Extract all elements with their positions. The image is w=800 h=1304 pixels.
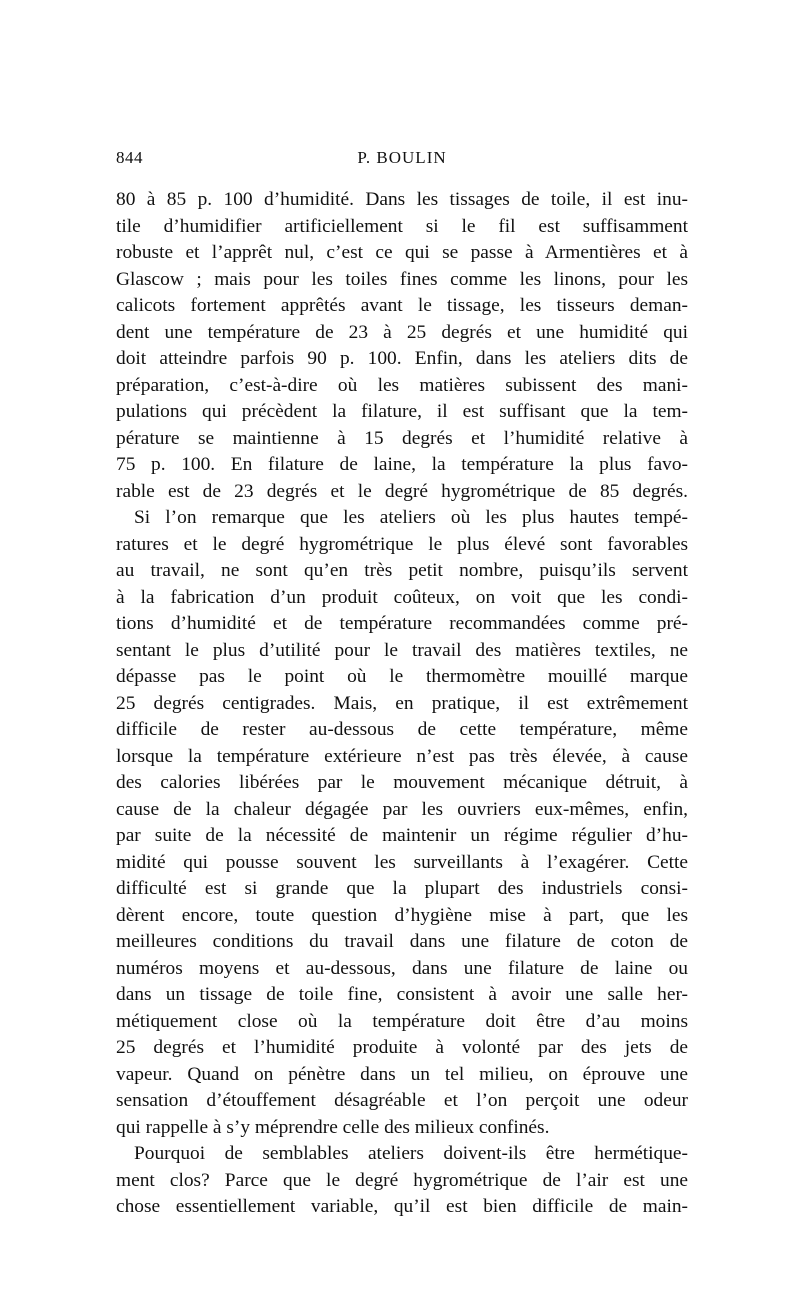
text-line: dèrent encore, toute question d’hygiène mise à part, que les bbox=[116, 904, 688, 926]
text-line: midité qui pousse souvent les surveillants à l’exagérer. Cette bbox=[116, 851, 688, 873]
text-line: tile d’humidifier artificiellement si le fil est suffisamment bbox=[116, 215, 688, 237]
text-line: Pourquoi de semblables ateliers doivent-ils être hermétique- bbox=[134, 1143, 688, 1164]
header-author: P. BOULIN bbox=[357, 148, 447, 167]
text-line: pérature se maintienne à 15 degrés et l’humidité relative à bbox=[116, 427, 688, 449]
text-line: difficile de rester au-dessous de cette température, même bbox=[116, 719, 688, 740]
text-line: préparation, c’est-à-dire où les matières subissent des mani- bbox=[116, 374, 688, 396]
text-line: chose essentiellement variable, qu’il est bien difficile de main- bbox=[116, 1196, 688, 1217]
text-line: qui rappelle à s’y méprendre celle des milieux confinés. bbox=[116, 1116, 550, 1138]
text-line: 75 p. 100. En filature de laine, la température la plus favo- bbox=[116, 454, 688, 475]
text-line: dent une température de 23 à 25 degrés et une humidité qui bbox=[116, 321, 688, 343]
text-line: calicots fortement apprêtés avant le tissage, les tisseurs deman- bbox=[116, 295, 688, 316]
text-line: dans un tissage de toile fine, consistent à avoir une salle her- bbox=[116, 984, 688, 1005]
text-line: tions d’humidité et de température recommandées comme pré- bbox=[116, 613, 688, 634]
text-line: difficulté est si grande que la plupart des industriels consi- bbox=[116, 878, 688, 899]
running-head bbox=[116, 148, 688, 172]
text-line: lorsque la température extérieure n’est pas très élevée, à cause bbox=[116, 745, 688, 767]
text-line: meilleures conditions du travail dans une filature de coton de bbox=[116, 931, 688, 952]
text-line: ratures et le degré hygrométrique le plus élevé sont favorables bbox=[116, 533, 688, 555]
text-line: 25 degrés et l’humidité produite à volonté par des jets de bbox=[116, 1037, 688, 1058]
text-line: par suite de la nécessité de maintenir un régime régulier d’hu- bbox=[116, 825, 688, 846]
page-number: 844 bbox=[116, 148, 143, 167]
text-line: ment clos? Parce que le degré hygrométrique de l’air est une bbox=[116, 1169, 688, 1191]
text-line: sensation d’étouffement désagréable et l’on perçoit une odeur bbox=[116, 1090, 688, 1111]
text-line: à la fabrication d’un produit coûteux, on voit que les condi- bbox=[116, 586, 688, 608]
text-line: vapeur. Quand on pénètre dans un tel milieu, on éprouve une bbox=[116, 1063, 688, 1085]
body-text bbox=[116, 187, 688, 1221]
text-line: 80 à 85 p. 100 d’humidité. Dans les tissages de toile, il est inu- bbox=[116, 189, 688, 210]
text-line: métiquement close où la température doit être d’au moins bbox=[116, 1010, 688, 1032]
text-line: robuste et l’apprêt nul, c’est ce qui se passe à Armentières et à bbox=[116, 242, 688, 263]
text-line: rable est de 23 degrés et le degré hygrométrique de 85 degrés. bbox=[116, 480, 688, 502]
text-line: numéros moyens et au-dessous, dans une filature de laine ou bbox=[116, 957, 688, 979]
text-line: Glascow ; mais pour les toiles fines comme les linons, pour les bbox=[116, 268, 688, 290]
text-line: cause de la chaleur dégagée par les ouvriers eux-mêmes, enfin, bbox=[116, 798, 688, 820]
text-line: dépasse pas le point où le thermomètre mouillé marque bbox=[116, 666, 688, 687]
text-line: des calories libérées par le mouvement mécanique détruit, à bbox=[116, 772, 688, 793]
text-line: pulations qui précèdent la filature, il est suffisant que la tem- bbox=[116, 401, 688, 422]
text-line: Si l’on remarque que les ateliers où les plus hautes tempé- bbox=[134, 507, 688, 528]
text-line: sentant le plus d’utilité pour le travail des matières textiles, ne bbox=[116, 639, 688, 661]
text-line: au travail, ne sont qu’en très petit nombre, puisqu’ils servent bbox=[116, 560, 688, 581]
text-line: doit atteindre parfois 90 p. 100. Enfin, dans les ateliers dits de bbox=[116, 348, 688, 369]
text-line: 25 degrés centigrades. Mais, en pratique, il est extrêmement bbox=[116, 692, 688, 714]
